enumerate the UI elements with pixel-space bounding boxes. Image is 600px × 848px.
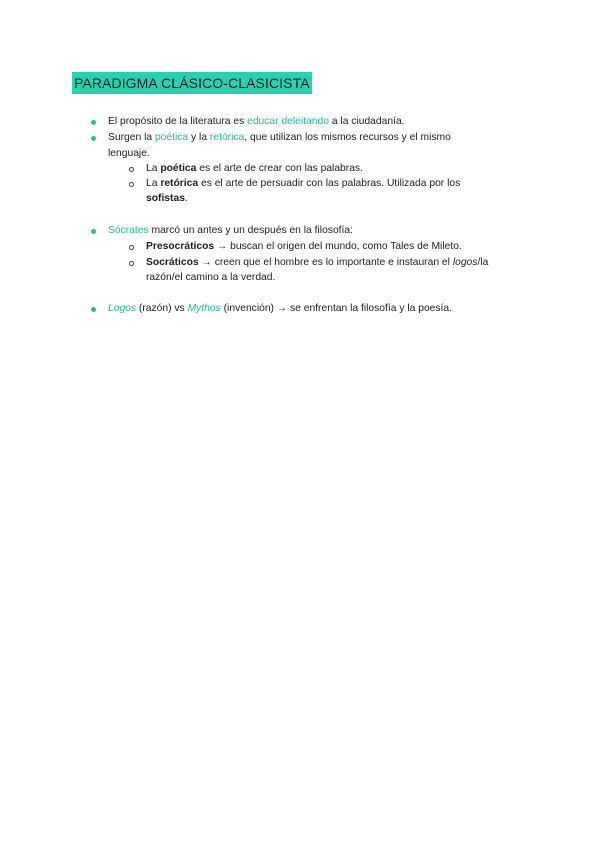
highlight-poetica: poética bbox=[154, 132, 189, 143]
bullet-2-continuation: lenguaje. bbox=[108, 148, 150, 159]
sub-bullet-poetica: La poética es el arte de crear con las palabras. bbox=[146, 163, 363, 174]
sub-bullet-retorica-continuation: sofistas. bbox=[146, 193, 188, 204]
highlight-logos: Logos bbox=[108, 303, 137, 314]
section-title: PARADIGMA CLÁSICO-CLASICISTA bbox=[72, 72, 312, 94]
bullet-3-text: Sócrates marcó un antes y un después en la filosofía: bbox=[108, 225, 353, 236]
bullet-dot bbox=[91, 229, 96, 234]
bullet-1-text: El propósito de la literatura es educar deleitando a la ciudadanía. bbox=[108, 116, 405, 127]
sub-bullet-retorica: La retórica es el arte de persuadir con las palabras. Utilizada por los bbox=[146, 178, 461, 189]
highlight-mythos: Mythos bbox=[187, 303, 221, 314]
bullet-2-text: Surgen la poética y la retórica, que utilizan los mismos recursos y el mismo bbox=[108, 132, 451, 143]
highlight-socrates: Sócrates bbox=[108, 225, 149, 236]
sub-bullet-socraticos-continuation: razón/el camino a la verdad. bbox=[146, 272, 276, 283]
sub-bullet-circle bbox=[129, 261, 134, 266]
sub-bullet-circle bbox=[129, 245, 134, 250]
sub-bullet-presocraticos: Presocráticos → buscan el origen del mundo, como Tales de Mileto. bbox=[146, 241, 462, 252]
sub-bullet-socraticos: Socráticos → creen que el hombre es lo importante e instauran el logos/la bbox=[146, 257, 489, 268]
bullet-4-text: Logos (razón) vs Mythos (invención) → se enfrentan la filosofía y la poesía. bbox=[108, 303, 452, 314]
highlight-retorica: retórica bbox=[209, 132, 245, 143]
bullet-dot bbox=[91, 307, 96, 312]
bullet-dot bbox=[91, 136, 96, 141]
sub-bullet-circle bbox=[129, 167, 134, 172]
bullet-dot bbox=[91, 120, 96, 125]
highlight-educar-deleitando: educar deleitando bbox=[247, 116, 329, 127]
sub-bullet-circle bbox=[129, 182, 134, 187]
